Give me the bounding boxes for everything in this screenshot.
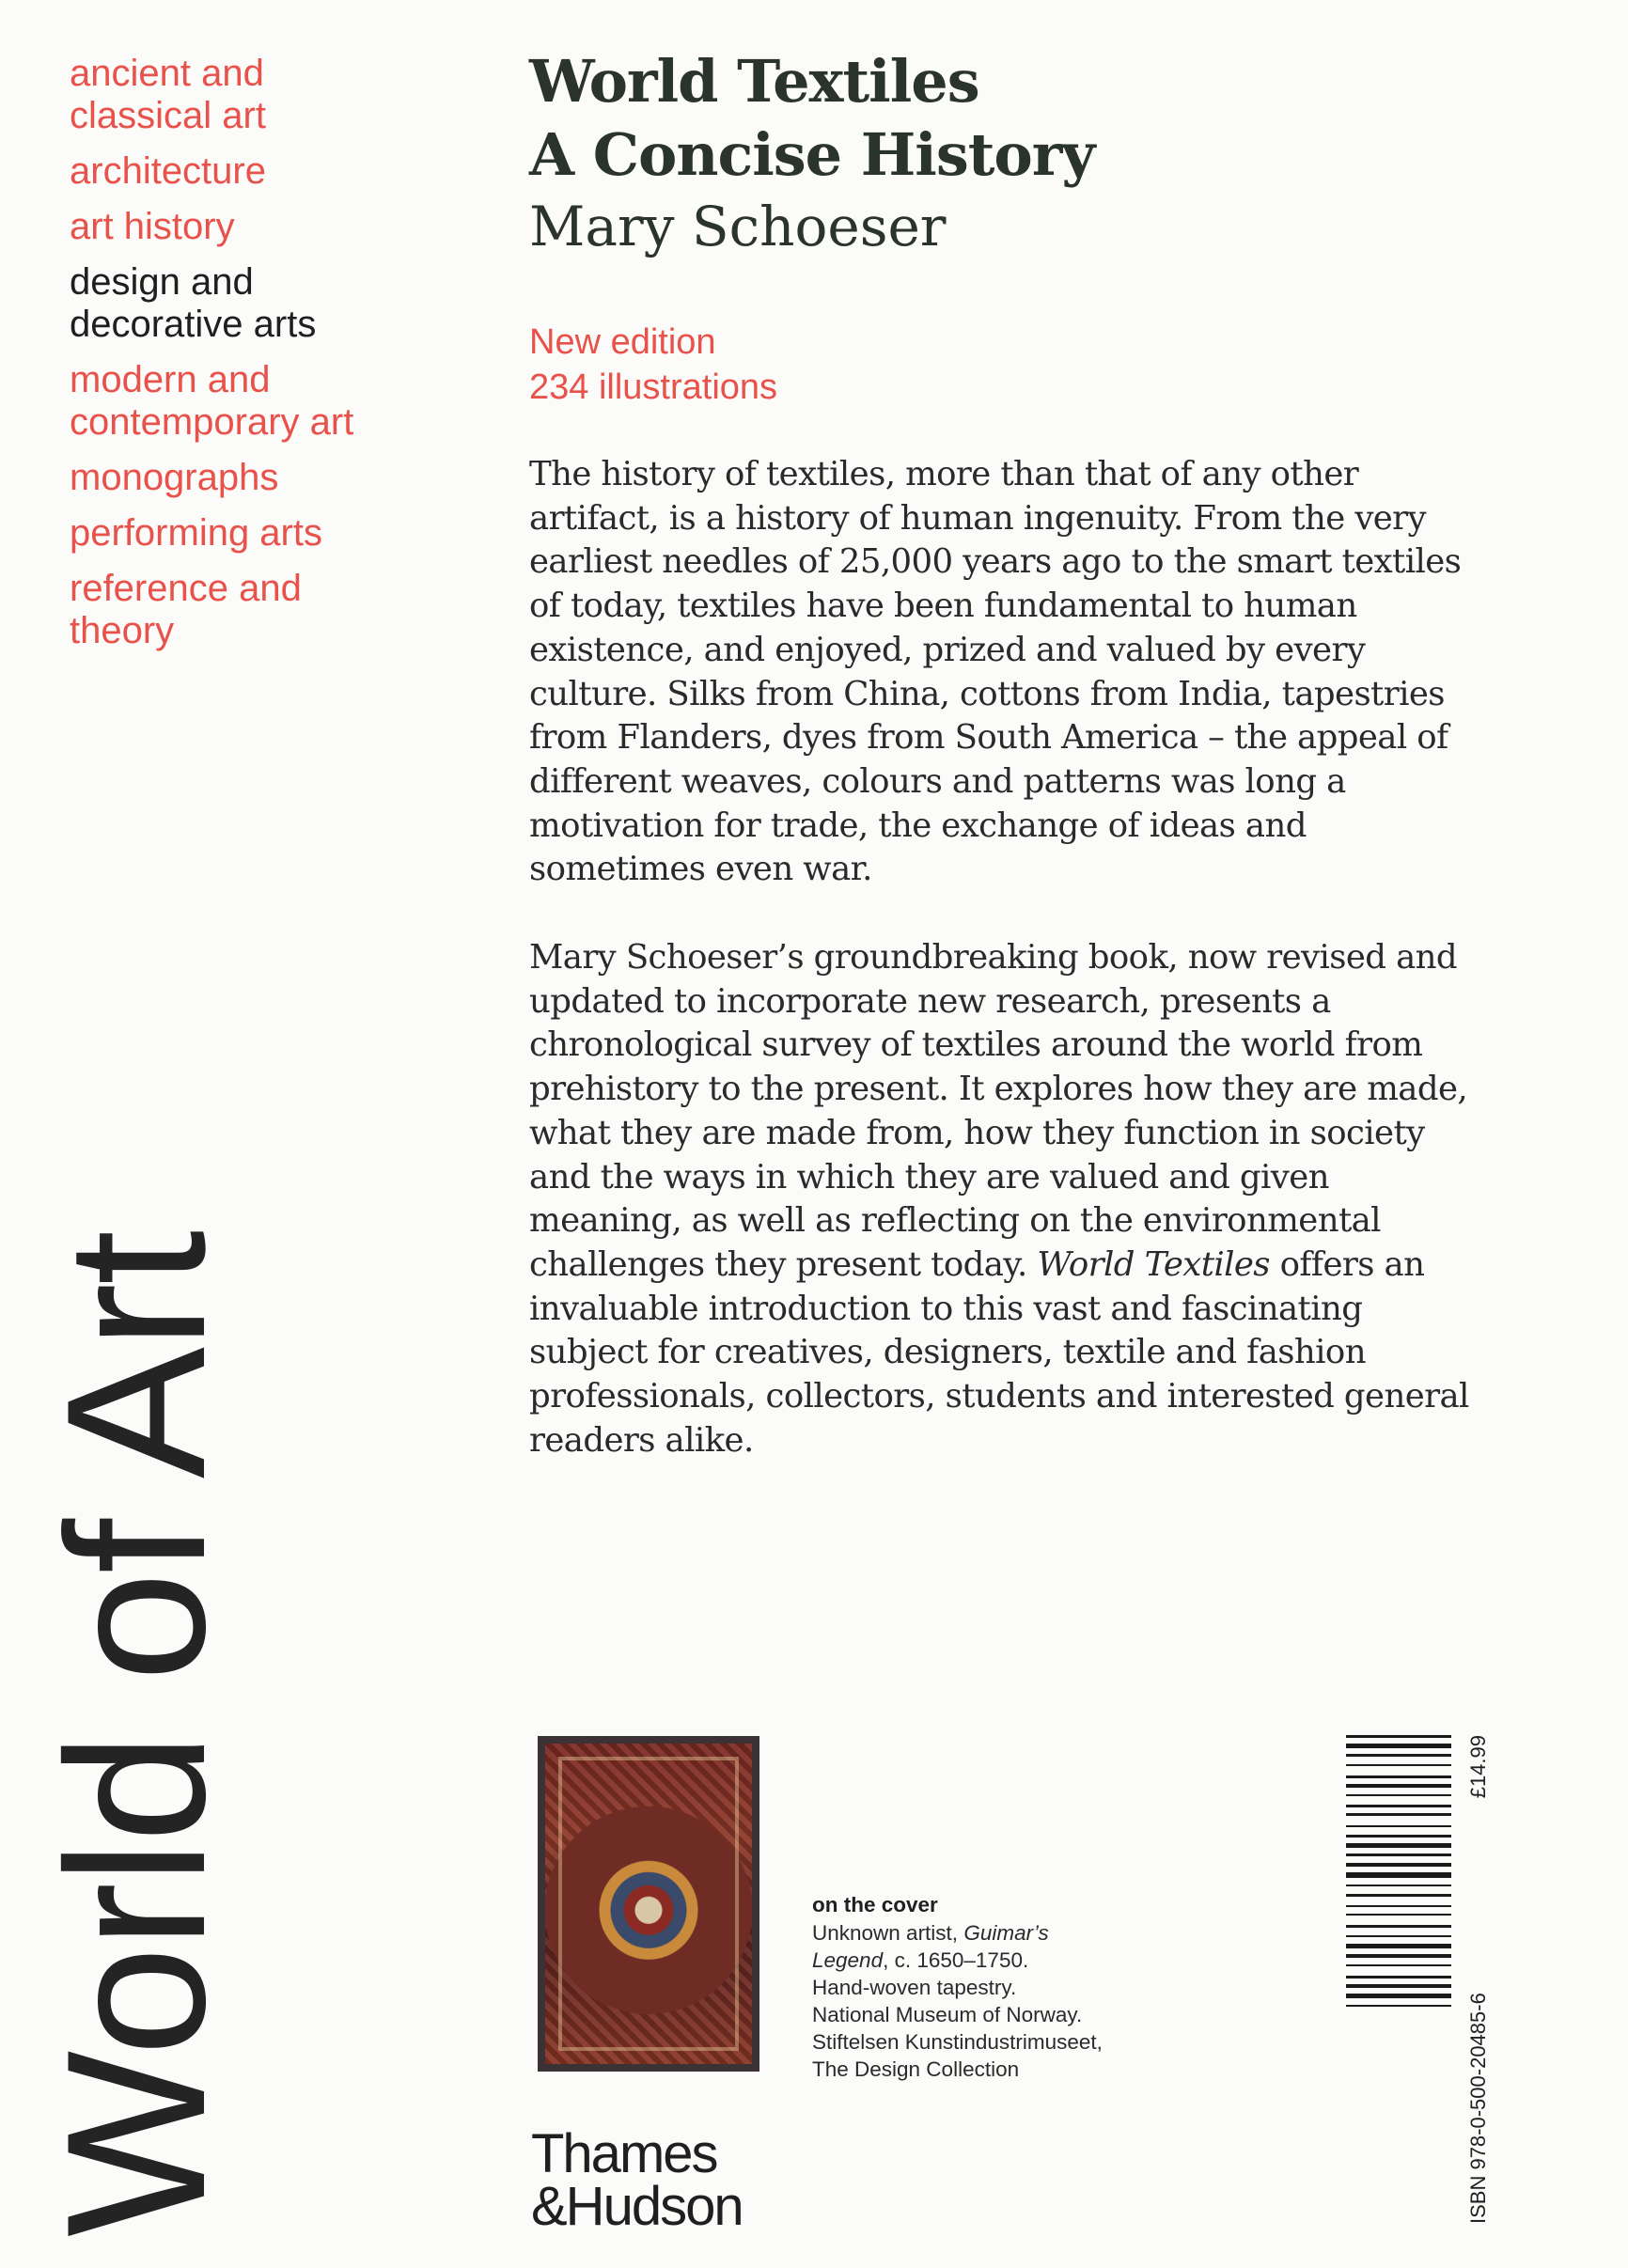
category-item: architecture <box>70 150 266 192</box>
caption-line-museum: National Museum of Norway. <box>812 2002 1083 2026</box>
title-block <box>529 45 1563 261</box>
book-title-italic: World Textiles <box>1037 1244 1270 1284</box>
category-list <box>70 53 464 665</box>
edition-info <box>529 320 777 410</box>
caption-line-artist: Unknown artist, Guimar’s <box>812 1920 1049 1945</box>
category-item: monographs <box>70 457 279 498</box>
caption-line-collection-b: The Design Collection <box>812 2057 1020 2081</box>
publisher-logo: Thames &Hudson <box>531 2123 743 2237</box>
barcode-text <box>1464 1735 1493 2224</box>
cover-caption <box>812 1892 1188 2083</box>
description-paragraph-2: Mary Schoeser’s groundbreaking book, now revised and updated to incorporate new research, presents a chronological survey of textiles around the world from prehistory to the present. It explores how they are made, what they are made from, how they function in society and the ways in which they are valued and given meaning, as well as reflecting on the environmental challenges they present today. World Textiles offers an invaluable introduction to this vast and fascinating subject for creatives, designers, textile and fashion professionals, collectors, students and interested general readers alike. <box>529 938 1469 1460</box>
price: £14.99 <box>1466 1735 1490 1799</box>
book-author: Mary Schoeser <box>529 195 947 258</box>
isbn-number: ISBN 978-0-500-20485-6 <box>1466 1993 1490 2224</box>
description-paragraph-1: The history of textiles, more than that of any other artifact, is a history of human ingenuity. From the very earliest needles of 25,000 years ago to the smart textiles of today, textiles have been fundamental to human existence, and enjoyed, prized and valued by every culture. Silks from China, cottons from India, tapestries from Flanders, dyes from South America – the appeal of different weaves, colours and patterns was long a motivation for trade, the exchange of ideas and sometimes even war. <box>529 455 1462 889</box>
description <box>529 453 1488 1507</box>
edition-label: New edition <box>529 322 716 362</box>
barcode <box>1346 1735 1451 2224</box>
category-item: art history <box>70 206 235 247</box>
book-title-line-1: World Textiles <box>529 47 979 116</box>
cover-image-thumbnail <box>538 1736 759 2072</box>
illustrations-count: 234 illustrations <box>529 368 778 407</box>
caption-line-title: Legend, c. 1650–1750. <box>812 1947 1029 1972</box>
caption-heading: on the cover <box>812 1893 938 1916</box>
book-title-line-2: A Concise History <box>529 120 1095 189</box>
category-item: reference and theory <box>70 568 302 651</box>
category-item: modern and contemporary art <box>70 359 354 443</box>
category-item: design and decorative arts <box>70 261 317 345</box>
category-item: ancient and classical art <box>70 53 266 136</box>
series-title: World of Art <box>25 1231 246 2237</box>
category-item: performing arts <box>70 512 322 554</box>
caption-line-collection-a: Stiftelsen Kunstindustrimuseet, <box>812 2029 1103 2054</box>
caption-line-medium: Hand-woven tapestry. <box>812 1975 1017 1999</box>
